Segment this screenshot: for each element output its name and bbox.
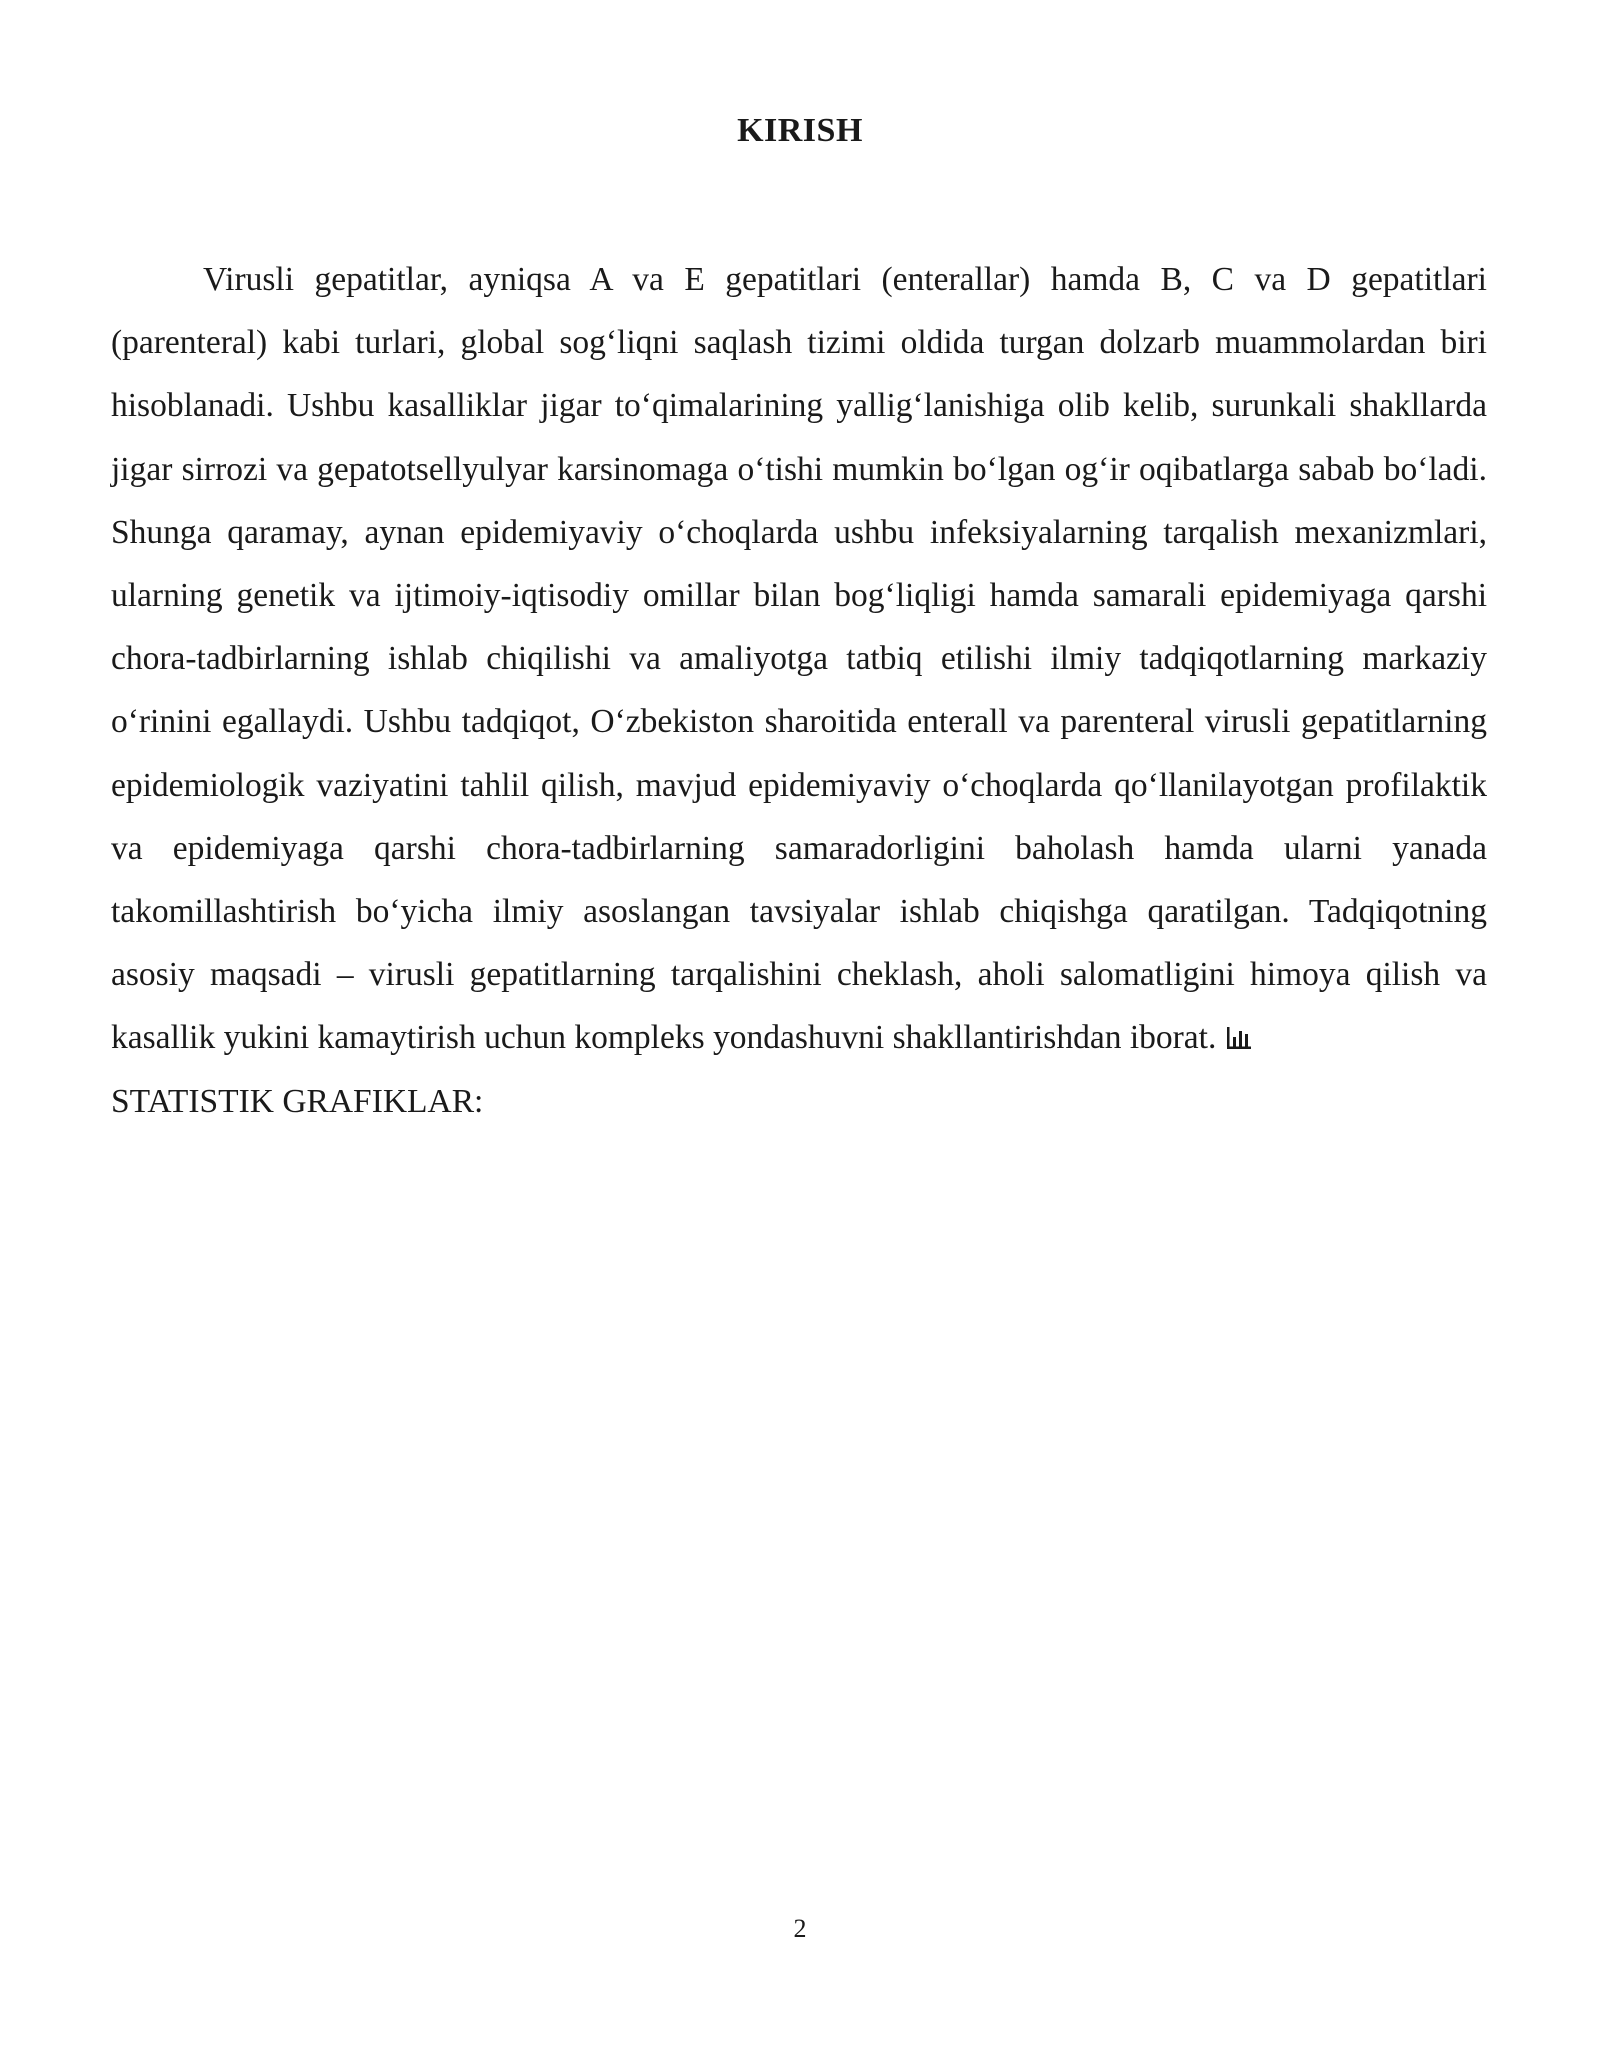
page-number: 2 [793,1914,807,1943]
statistics-label: STATISTIK GRAFIKLAR: [111,1082,484,1120]
body-paragraph [111,248,1487,1133]
page-title: KIRISH [737,112,863,149]
bar-chart-icon [1225,1006,1253,1069]
paragraph-text: Virusli gepatitlar, ayniqsa A va E gepatitlari (enterallar) hamda B, C va D gepatitlari (parenteral) kabi turlari, global sog‘liqni saqlash tizimi oldida turgan dolzarb muammolardan biri hisoblanadi. Ushbu kasalliklar jigar to‘qimalarining yallig‘lanishiga olib kelib, surunkali shakllarda jigar sirrozi va gepatotsellyulyar karsinomaga o‘tishi mumkin bo‘lgan og‘ir oqibatlarga sabab bo‘ladi. Shunga qaramay, aynan epidemiyaviy o‘choqlarda ushbu infeksiyalarning tarqalish mexanizmlari, ularning genetik va ijtimoiy-iqtisodiy omillar bilan bog‘liqligi hamda samarali epidemiyaga qarshi chora-tadbirlarning ishlab chiqilishi va amaliyotga tatbiq etilishi ilmiy tadqiqotlarning markaziy o‘rinini egallaydi. Ushbu tadqiqot, O‘zbekiston sharoitida enterall va parenteral virusli gepatitlarning epidemiologik vaziyatini tahlil qilish, mavjud epidemiyaviy o‘choqlarda qo‘llanilayotgan profilaktik va epidemiyaga qarshi chora-tadbirlarning samaradorligini baholash hamda ularni yanada takomillashtirish bo‘yicha ilmiy asoslangan tavsiyalar ishlab chiqishga qaratilgan. Tadqiqotning asosiy maqsadi – virusli gepatitlarning tarqalishini cheklash, aholi salomatligini himoya qilish va kasallik yukini kamaytirish uchun kompleks yondashuvni shakllantirishdan iborat. [111,261,1487,1057]
